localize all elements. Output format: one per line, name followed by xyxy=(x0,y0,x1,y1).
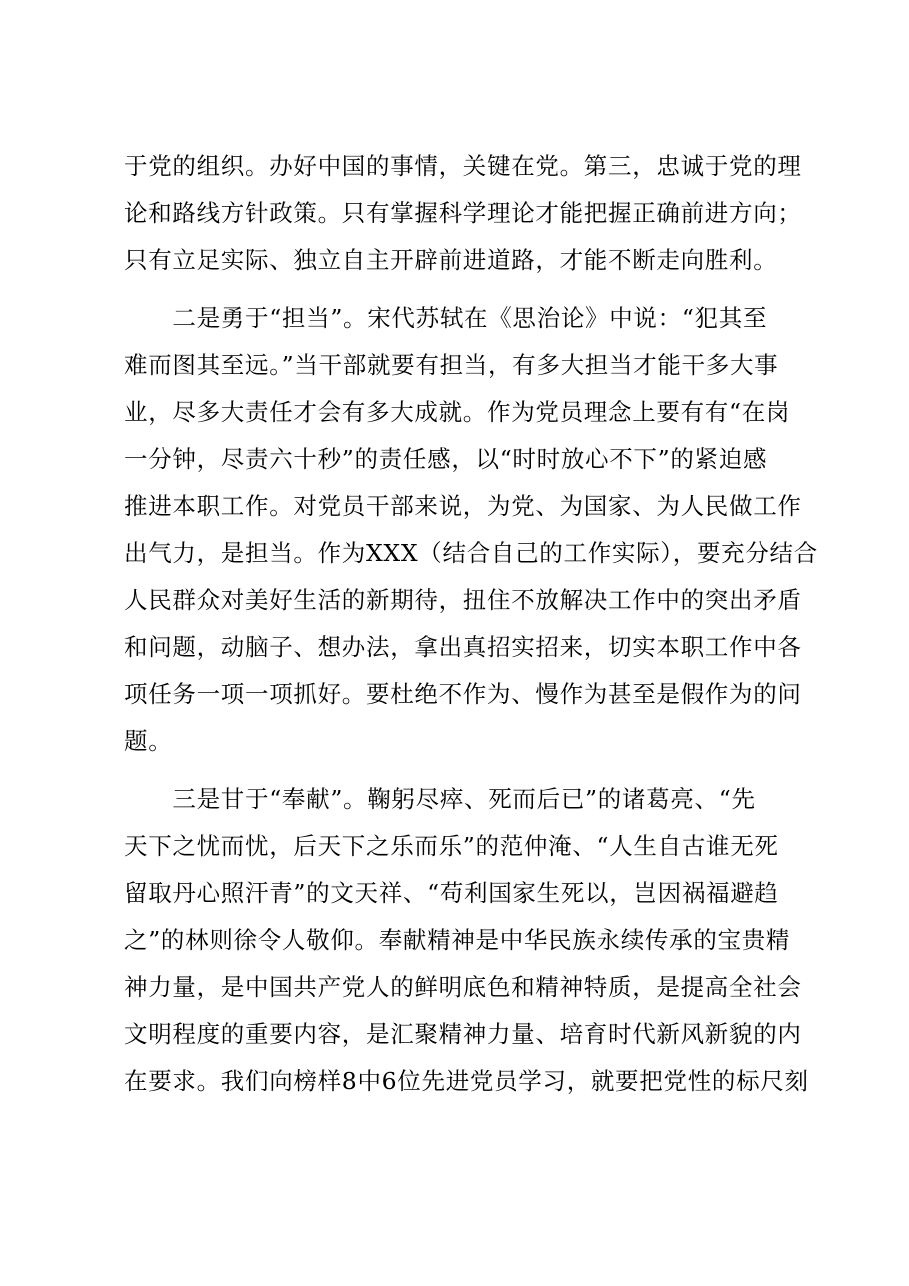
text-line: 论和路线方针政策。只有掌握科学理论才能把握正确前进方向； xyxy=(124,199,802,227)
text-line: 于党的组织。办好中国的事情，关键在党。第三，忠诚于党的理 xyxy=(124,152,802,180)
text-line: 项任务一项一项抓好。要杜绝不作为、慢作为甚至是假作为的问 xyxy=(124,680,802,708)
text-line: 留取丹心照汗青”的文天祥、“苟利国家生死以，岂因祸福避趋 xyxy=(124,879,779,907)
text-line: 出气力，是担当。作为XXX（结合自己的工作实际），要充分结合 xyxy=(124,539,818,567)
paragraph-gap xyxy=(124,765,814,776)
paragraph-3 xyxy=(124,776,814,1105)
paragraph-1 xyxy=(124,143,814,284)
text-line: 题。 xyxy=(124,727,173,755)
document-body xyxy=(124,143,818,1105)
text-line: 在要求。我们向榜样8中6位先进党员学习，就要把党性的标尺刻 xyxy=(124,1067,809,1095)
text-line: 推进本职工作。对党员干部来说，为党、为国家、为人民做工作 xyxy=(124,492,802,520)
paragraph-2 xyxy=(124,295,818,765)
text-line: 三是甘于“奉献”。鞠躬尽瘁、死而后已”的诸葛亮、“先 xyxy=(124,785,756,813)
text-line: 天下之忧而忧，后天下之乐而乐”的范仲淹、“人生自古谁无死 xyxy=(124,832,779,860)
text-line: 一分钟，尽责六十秒”的责任感，以“时时放心不下”的紧迫感 xyxy=(124,445,768,473)
text-line: 难而图其至远。”当干部就要有担当，有多大担当才能干多大事 xyxy=(124,351,779,379)
text-line: 只有立足实际、独立自主开辟前进道路，才能不断走向胜利。 xyxy=(124,246,778,274)
text-line: 二是勇于“担当”。宋代苏轼在《思治论》中说：“犯其至 xyxy=(124,304,768,332)
text-line: 人民群众对美好生活的新期待，扭住不放解决工作中的突出矛盾 xyxy=(124,586,802,614)
text-line: 文明程度的重要内容，是汇聚精神力量、培育时代新风新貌的内 xyxy=(124,1020,802,1048)
text-line: 业，尽多大责任才会有多大成就。作为党员理念上要有有“在岗 xyxy=(124,398,791,426)
paragraph-gap xyxy=(124,284,814,295)
text-line: 和问题，动脑子、想办法，拿出真招实招来，切实本职工作中各 xyxy=(124,633,802,661)
text-line: 之”的林则徐令人敬仰。奉献精神是中华民族永续传承的宝贵精 xyxy=(124,926,791,954)
text-line: 神力量，是中国共产党人的鲜明底色和精神特质，是提高全社会 xyxy=(124,973,802,1001)
